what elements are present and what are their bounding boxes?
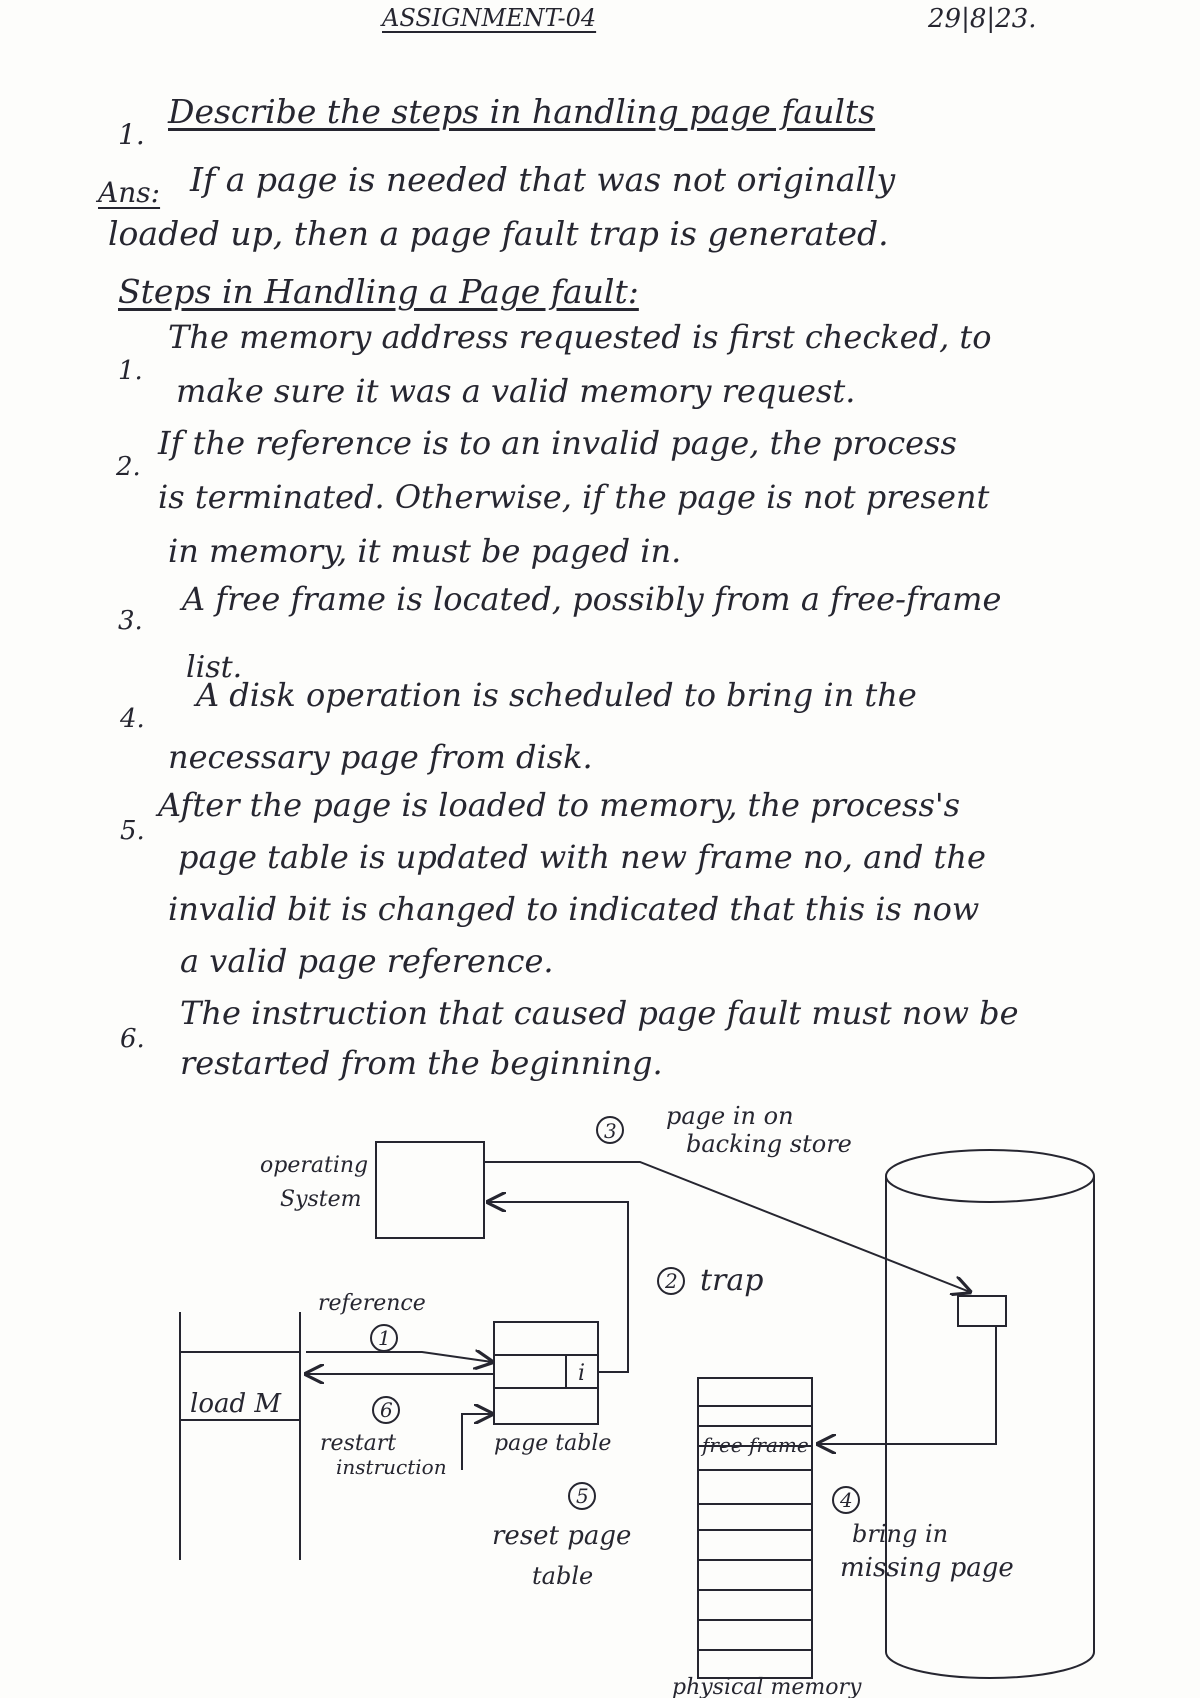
step-line: list.	[186, 650, 243, 685]
reset-arrow	[462, 1414, 492, 1470]
step-number: 1.	[118, 356, 143, 386]
assignment-title: ASSIGNMENT-04	[382, 4, 597, 32]
step-line: After the page is loaded to memory, the process's	[158, 786, 961, 824]
step-line: make sure it was a valid memory request.	[176, 372, 856, 410]
step-line: necessary page from disk.	[168, 738, 593, 776]
step-number: 5.	[120, 816, 145, 846]
bring-in-label: missing page	[840, 1553, 1014, 1583]
restart-label: instruction	[336, 1455, 447, 1479]
step-line: If the reference is to an invalid page, the process	[158, 424, 957, 462]
page-table-label: page table	[494, 1431, 612, 1456]
step-number-circle: 5	[576, 1484, 589, 1508]
bring-in-label: bring in	[852, 1520, 949, 1548]
step-line: The memory address requested is first checked, to	[168, 318, 992, 356]
step-line: a valid page reference.	[180, 942, 554, 980]
trap-arrow	[488, 1202, 628, 1372]
step-line: restarted from the beginning.	[180, 1044, 663, 1082]
step-number: 3.	[118, 606, 143, 636]
reset-label: reset page	[492, 1521, 632, 1551]
step-line: in memory, it must be paged in.	[168, 532, 682, 570]
step-line: A free frame is located, possibly from a free-frame	[182, 580, 1002, 618]
restart-label: restart	[320, 1431, 397, 1456]
step-number-circle: 3	[604, 1119, 617, 1143]
assignment-date: 29|8|23.	[928, 4, 1037, 34]
step-number-circle: 1	[378, 1326, 391, 1350]
step-number: 6.	[120, 1024, 145, 1054]
physical-memory	[698, 1378, 812, 1678]
bring-in-arrow	[818, 1326, 996, 1444]
trap-label: trap	[700, 1263, 764, 1298]
question-number: 1.	[118, 118, 145, 151]
os-label: operating	[260, 1153, 369, 1178]
question-text: Describe the steps in handling page faults	[168, 92, 876, 131]
step-number-circle: 2	[665, 1269, 678, 1293]
step-line: The instruction that caused page fault must now be	[180, 994, 1019, 1032]
answer-line-2: loaded up, then a page fault trap is generated.	[108, 214, 889, 253]
reference-arrow	[306, 1352, 492, 1362]
page-in-label: backing store	[686, 1130, 852, 1158]
answer-line-1: If a page is needed that was not originally	[190, 160, 896, 199]
free-frame-label: free frame	[702, 1433, 809, 1457]
program-box	[180, 1312, 300, 1560]
os-label: System	[280, 1187, 362, 1212]
answer-label: Ans:	[98, 176, 161, 209]
os-box	[376, 1142, 484, 1238]
step-line: A disk operation is scheduled to bring in the	[196, 676, 917, 714]
load-instruction-label: load M	[190, 1389, 281, 1419]
step-number-circle: 6	[380, 1398, 393, 1422]
step-line: page table is updated with new frame no, and the	[178, 838, 986, 876]
backing-store-cylinder	[886, 1150, 1094, 1678]
physical-memory-label: physical memory	[672, 1675, 862, 1698]
step-line: invalid bit is changed to indicated that this is now	[168, 890, 980, 928]
missing-page-box	[958, 1296, 1006, 1326]
step-number: 4.	[120, 704, 145, 734]
steps-heading: Steps in Handling a Page fault:	[118, 272, 639, 311]
step-number-circle: 4	[840, 1488, 853, 1512]
step-number: 2.	[116, 452, 141, 482]
invalid-bit-label: i	[578, 1361, 586, 1386]
reference-label: reference	[318, 1291, 426, 1316]
page-in-label: page in on	[666, 1102, 794, 1130]
reset-label: table	[532, 1562, 594, 1590]
step-line: is terminated. Otherwise, if the page is not present	[158, 478, 990, 516]
